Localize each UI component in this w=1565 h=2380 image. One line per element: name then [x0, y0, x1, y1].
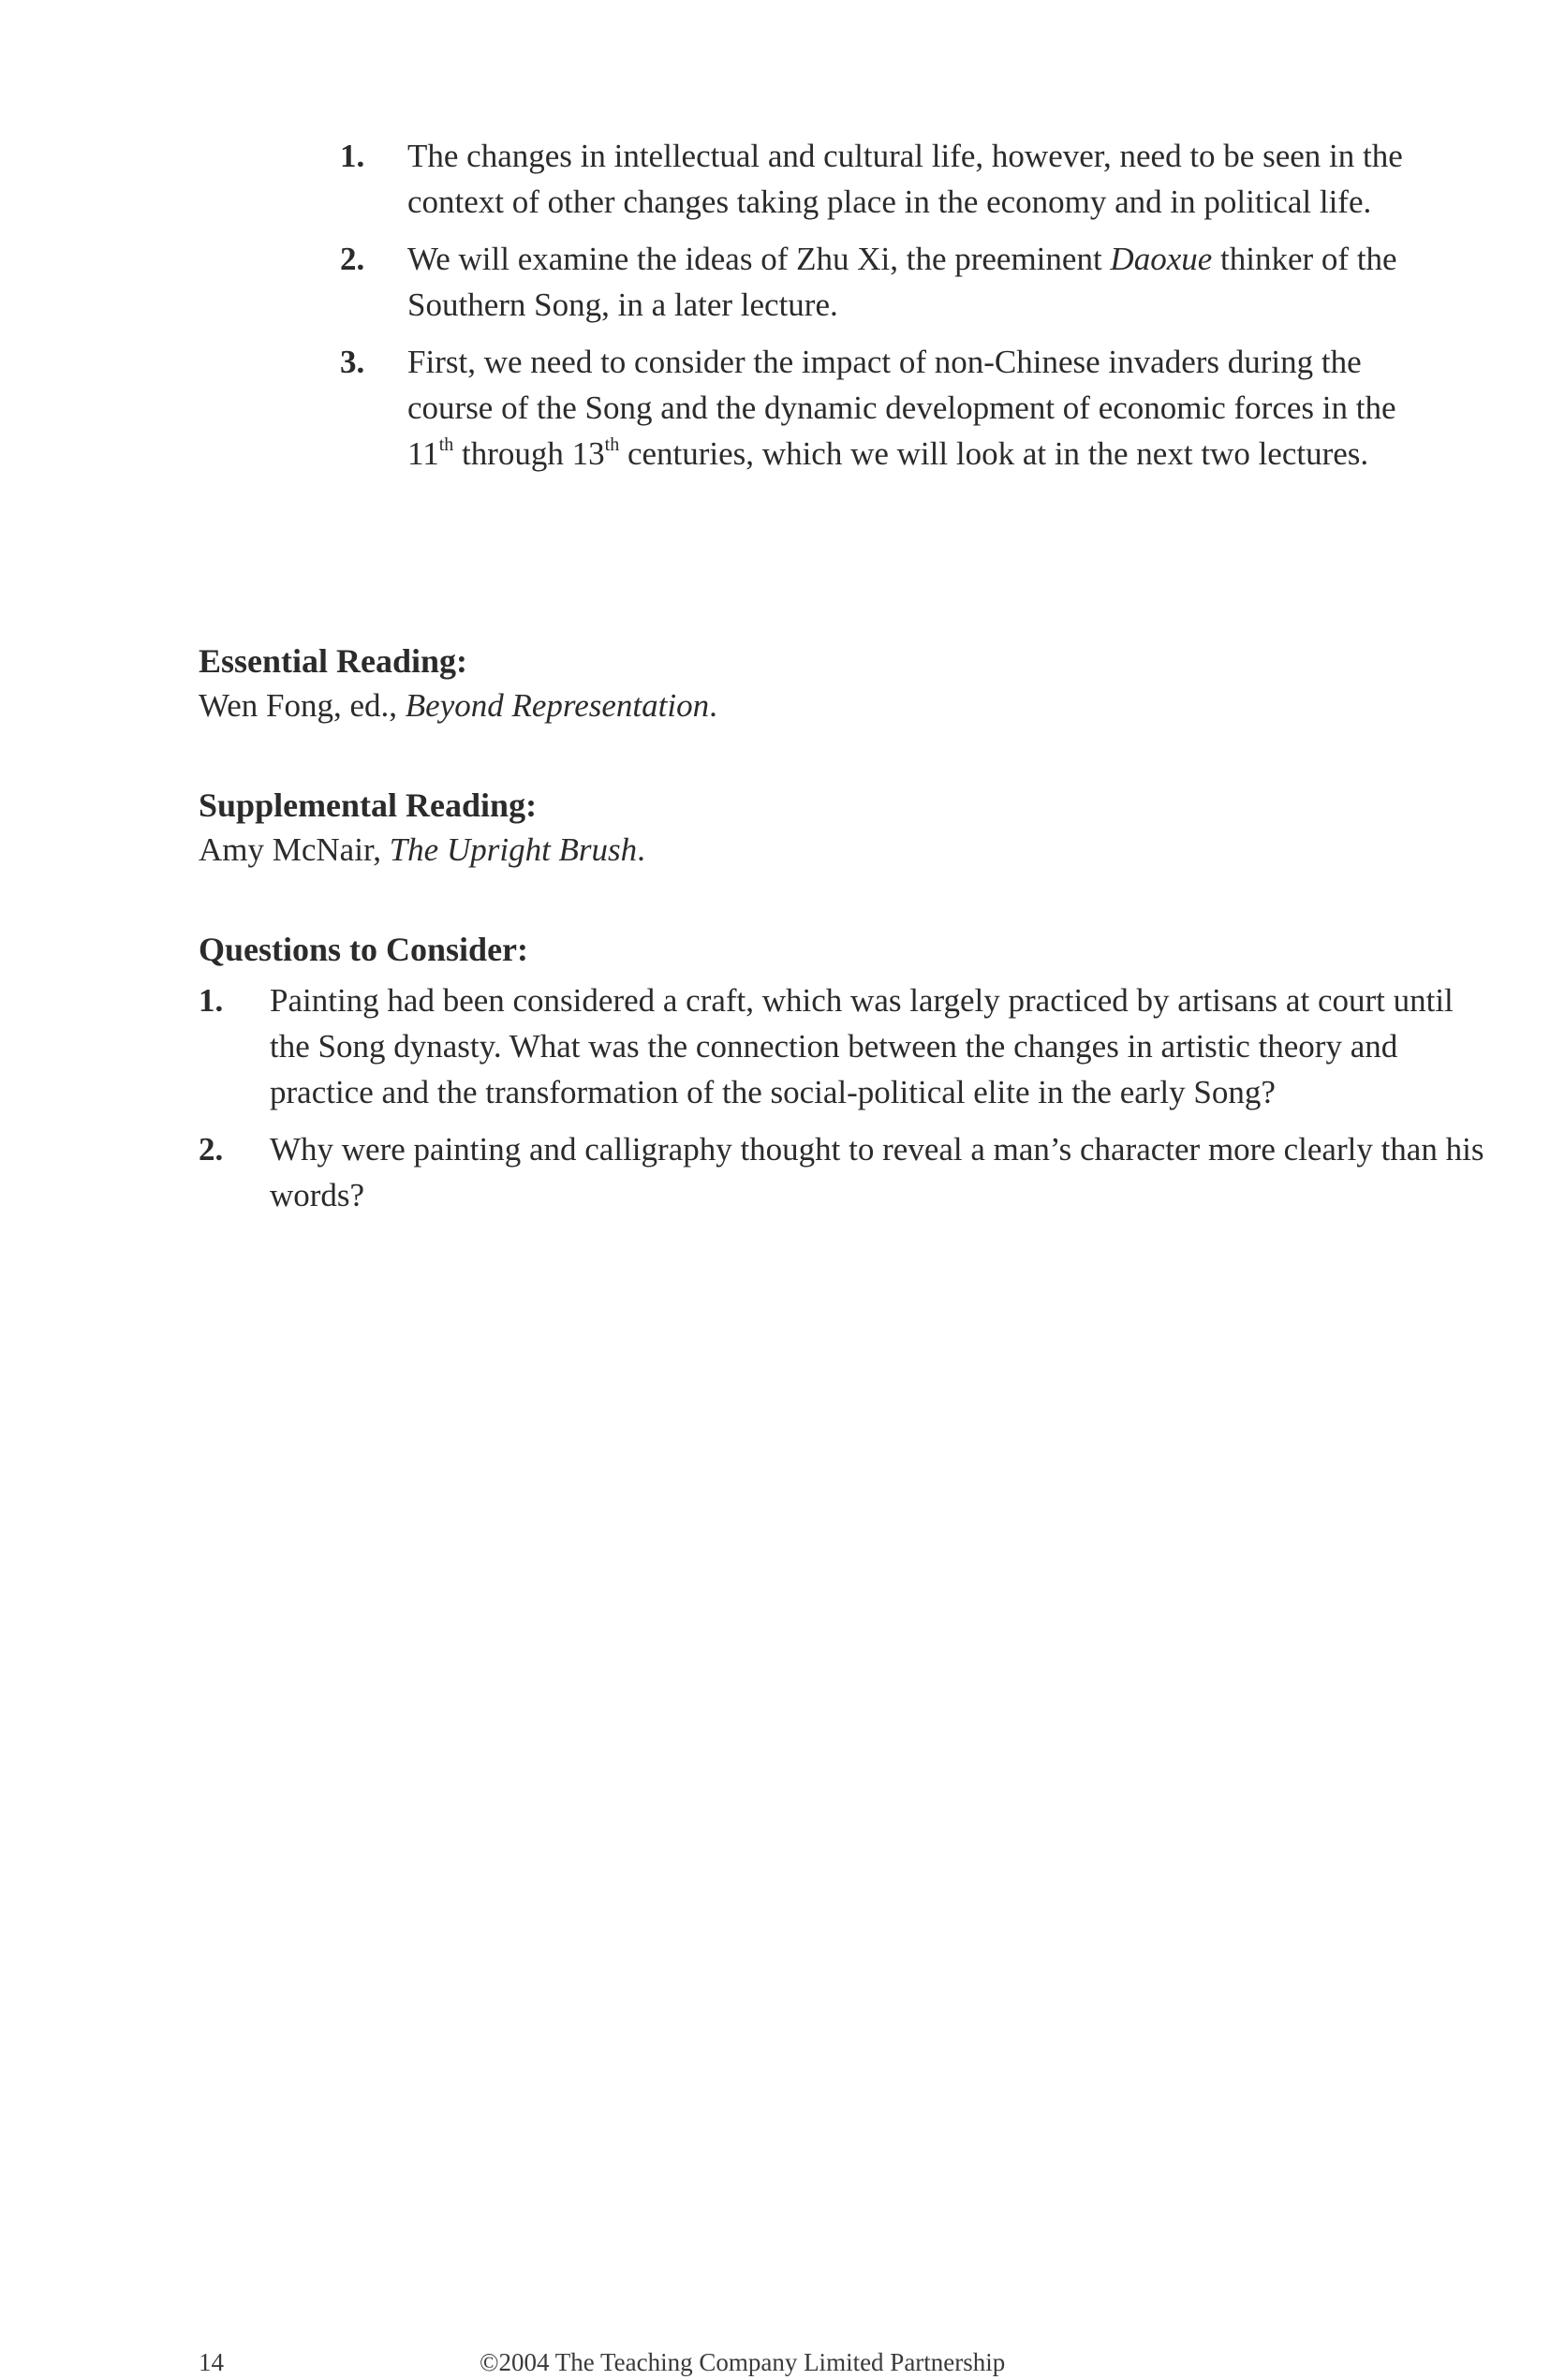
question-text: Painting had been considered a craft, which was largely practiced by artisans at court until the Song dynasty. What was the connection between the changes in artistic theory and practice and the transformation of the social-political elite in the early Song?: [270, 982, 1454, 1110]
questions-heading: Questions to Consider:: [199, 931, 529, 968]
outline-item: [340, 236, 1445, 328]
outline-item: [340, 339, 1445, 477]
citation-author: Wen Fong, ed.,: [199, 687, 406, 724]
outline-italic-term: Daoxue: [1110, 241, 1213, 277]
citation-end: .: [709, 687, 717, 724]
essential-reading-heading: Essential Reading:: [199, 642, 468, 680]
outline-item: [340, 133, 1445, 225]
questions-list: [199, 977, 1491, 1218]
supplemental-reading-heading: Supplemental Reading:: [199, 786, 538, 824]
outline-item-text: [407, 339, 1445, 477]
supplemental-reading-section: [199, 783, 1491, 873]
question-number: 1.: [199, 982, 224, 1019]
citation-title: The Upright Brush: [389, 831, 638, 868]
outline-text-segment: First, we need to consider the impact of non-Chinese invaders during the course of the Song and the dynamic development of economic forces in the 11: [407, 344, 1396, 472]
question-text: Why were painting and calligraphy thought to reveal a man’s character more clearly than his words?: [270, 1131, 1484, 1213]
question-item: [199, 977, 1491, 1115]
supplemental-reading-citation: [199, 828, 1491, 873]
page-number: 14: [199, 2348, 224, 2376]
outline-item-text: The changes in intellectual and cultural life, however, need to be seen in the context of other changes taking place in the economy and in political life.: [407, 138, 1403, 220]
outline-text-segment: centuries, which we will look at in the next two lectures.: [619, 435, 1369, 472]
outline-item-text: [407, 236, 1445, 328]
question-number: 2.: [199, 1131, 224, 1168]
ordinal-suffix: th: [604, 434, 620, 455]
copyright-notice: ©2004 The Teaching Company Limited Partnership: [480, 2348, 1006, 2376]
questions-section: [199, 927, 1491, 1229]
citation-title: Beyond Representation: [405, 687, 710, 724]
question-item: [199, 1126, 1491, 1218]
outline-text-segment: thinker of the Southern Song, in a later lecture.: [407, 241, 1397, 323]
page-footer: [0, 2345, 1565, 2379]
citation-author: Amy McNair,: [199, 831, 390, 868]
ordinal-suffix: th: [438, 434, 454, 455]
outline-item-number: 2.: [340, 241, 365, 277]
essential-reading-citation: [199, 683, 1491, 728]
outline-text-segment: through 13: [453, 435, 605, 472]
lecture-outline-list: [340, 133, 1445, 488]
outline-item-number: 1.: [340, 138, 365, 174]
essential-reading-section: [199, 639, 1491, 728]
outline-text-segment: We will examine the ideas of Zhu Xi, the preeminent: [407, 241, 1111, 277]
outline-item-number: 3.: [340, 344, 365, 380]
citation-end: .: [637, 831, 645, 868]
